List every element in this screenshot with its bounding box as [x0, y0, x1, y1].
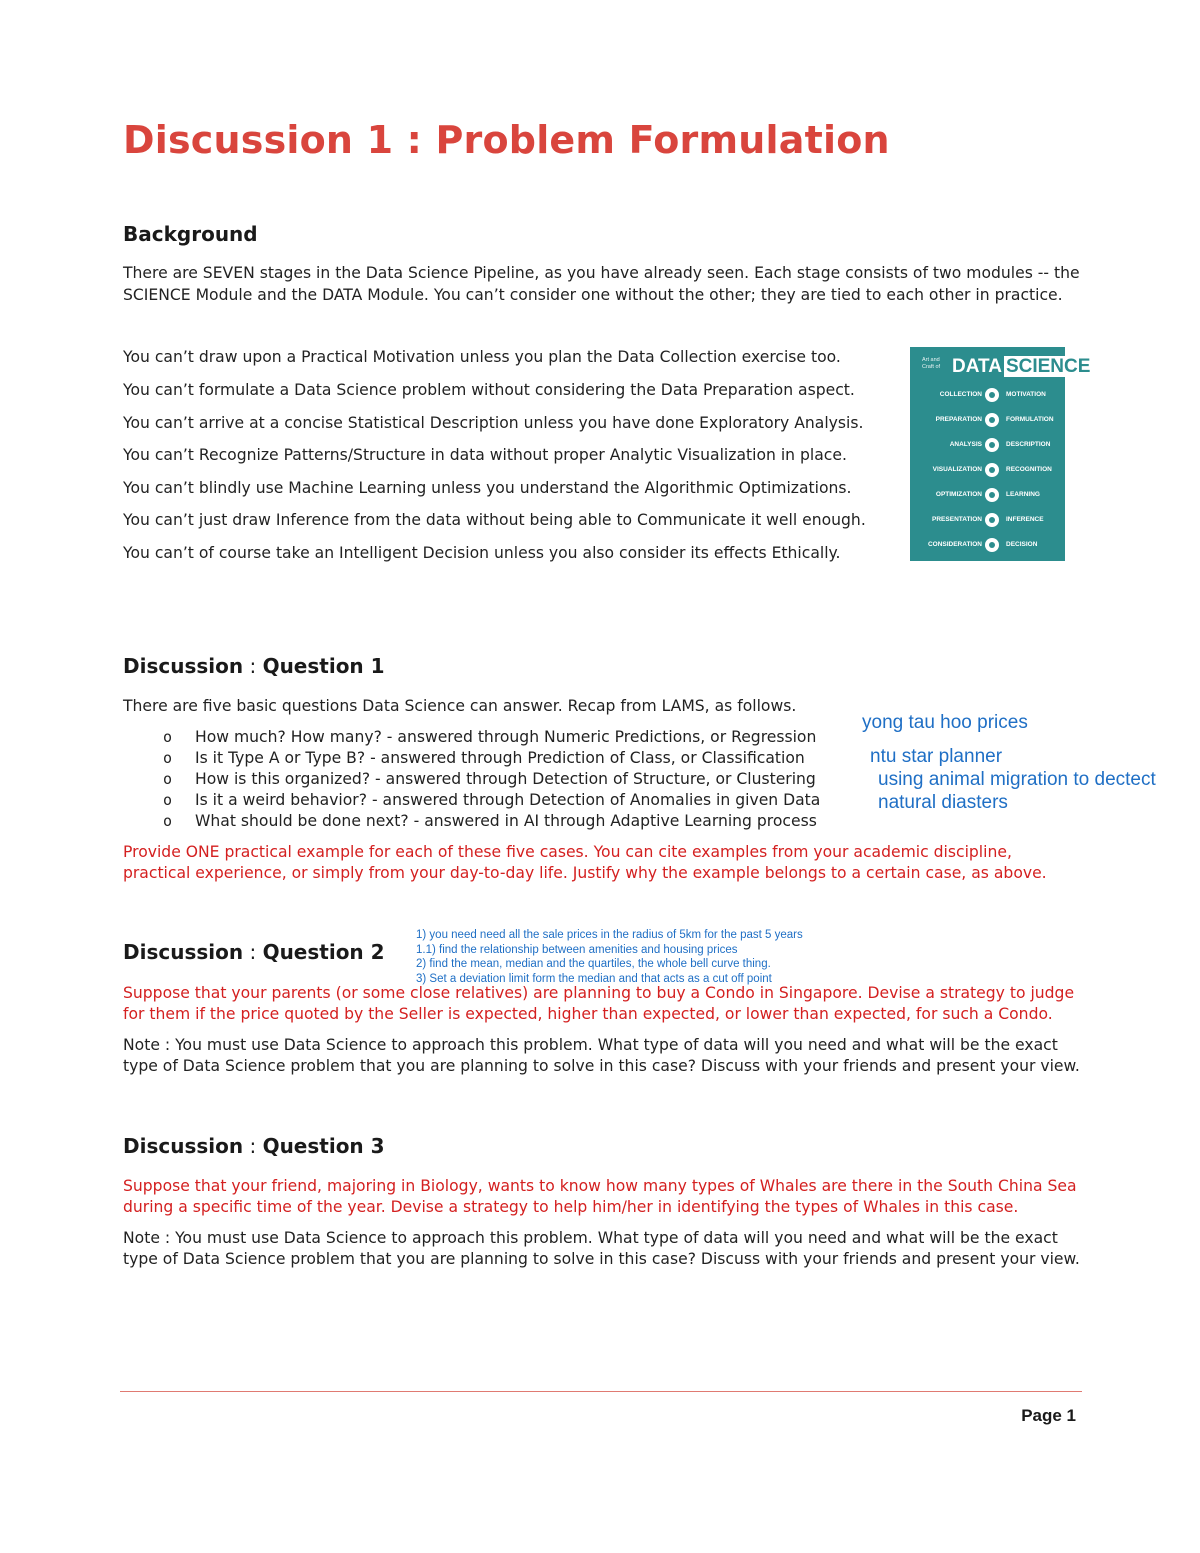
bullet-glyph: o — [163, 770, 173, 788]
infographic-science-word: SCIENCE — [1005, 356, 1091, 377]
decision-icon — [985, 538, 999, 552]
q2-note-line-2: type of Data Science problem that you are planning to solve in this case? Discuss with your friends and present your view. — [123, 1057, 1080, 1075]
infographic-left-label: PRESENTATION — [932, 516, 982, 523]
q2-annotation-line: 1.1) find the relationship between amenities and housing prices — [416, 943, 738, 956]
q2-task-line-1: Suppose that your parents (or some close relatives) are planning to buy a Condo in Singapore. Devise a strategy to judge — [123, 984, 1075, 1002]
list-item — [123, 811, 820, 832]
infographic-row — [910, 410, 1065, 435]
infographic-right-label: DECISION — [1006, 541, 1038, 548]
infographic-left-label: ANALYSIS — [949, 441, 982, 448]
page-number: Page 1 — [1021, 1406, 1076, 1425]
recognition-icon — [985, 463, 999, 477]
infographic-left-label: COLLECTION — [939, 391, 982, 398]
bullet-glyph: o — [163, 812, 173, 830]
list-item — [123, 748, 820, 769]
bullet-glyph: o — [163, 749, 173, 767]
q1-bullet-text: Is it a weird behavior? - answered through Detection of Anomalies in given Data — [195, 791, 821, 809]
infographic-left-label: CONSIDERATION — [927, 541, 982, 548]
q3-heading — [123, 1134, 385, 1158]
q1-bullet-list — [123, 727, 820, 832]
data-science-infographic — [910, 347, 1091, 561]
q1-heading-prefix: Discussion — [123, 654, 244, 678]
infographic-row — [910, 535, 1065, 560]
infographic-right-label: DESCRIPTION — [1006, 441, 1051, 448]
bullet-glyph: o — [163, 728, 173, 746]
infographic-row — [910, 435, 1065, 460]
infographic-left-label: PREPARATION — [935, 416, 982, 423]
q1-annotation-2: ntu star planner — [870, 746, 1003, 767]
infographic-right-label: LEARNING — [1006, 491, 1040, 498]
pipeline-line-7: You can’t of course take an Intelligent Decision unless you also consider its effects Ethically. — [123, 544, 841, 562]
background-para-line-2: SCIENCE Module and the DATA Module. You can’t consider one without the other; they are tied to each other in practice. — [123, 286, 1063, 304]
q2-heading-sep: : — [243, 940, 263, 964]
list-item — [123, 727, 820, 748]
list-item — [123, 769, 820, 790]
q1-annotation-3: using animal migration to dectect — [878, 769, 1156, 790]
infographic-art-craft: Art and Craft of — [922, 357, 941, 370]
q1-task-line-2: practical experience, or simply from your day-to-day life. Justify why the example belongs to a certain case, as above. — [123, 864, 1047, 882]
q3-heading-sep: : — [243, 1134, 263, 1158]
q1-bullet-text: How is this organized? - answered through Detection of Structure, or Clustering — [195, 770, 816, 788]
q1-task-line-1: Provide ONE practical example for each of these five cases. You can cite examples from your academic discipline, — [123, 843, 1012, 861]
infographic-left-label: VISUALIZATION — [932, 466, 982, 473]
q3-task-line-2: during a specific time of the year. Devise a strategy to help him/her in identifying the types of Whales in this case. — [123, 1198, 1019, 1216]
pipeline-line-5: You can’t blindly use Machine Learning unless you understand the Algorithmic Optimizations. — [123, 479, 852, 497]
q1-heading-label: Question 1 — [262, 654, 385, 678]
q2-task-line-2: for them if the price quoted by the Seller is expected, higher than expected, or lower than expected, for such a Condo. — [123, 1005, 1053, 1023]
description-icon — [985, 438, 999, 452]
q1-intro: There are five basic questions Data Science can answer. Recap from LAMS, as follows. — [123, 697, 797, 715]
footer-divider — [120, 1391, 1082, 1392]
q1-bullet-text: What should be done next? - answered in AI through Adaptive Learning process — [195, 812, 817, 830]
q2-annotation-line: 1) you need need all the sale prices in the radius of 5km for the past 5 years — [416, 929, 803, 941]
q1-heading-sep: : — [243, 654, 263, 678]
infographic-row — [910, 485, 1065, 510]
motivation-icon — [985, 388, 999, 402]
pipeline-line-1: You can’t draw upon a Practical Motivation unless you plan the Data Collection exercise too. — [123, 348, 841, 366]
q3-heading-label: Question 3 — [262, 1134, 385, 1158]
pipeline-line-4: You can’t Recognize Patterns/Structure in data without proper Analytic Visualization in place. — [123, 446, 847, 464]
infographic-right-label: MOTIVATION — [1006, 391, 1046, 398]
q3-note-line-1: Note : You must use Data Science to approach this problem. What type of data will you need and what will be the exact — [123, 1229, 1058, 1247]
q1-bullet-text: Is it Type A or Type B? - answered through Prediction of Class, or Classification — [195, 749, 805, 767]
q3-heading-prefix: Discussion — [123, 1134, 244, 1158]
q1-annotation-1: yong tau hoo prices — [862, 712, 1028, 733]
infographic-row — [910, 385, 1065, 410]
infographic-right-label: RECOGNITION — [1006, 466, 1052, 473]
pipeline-line-3: You can’t arrive at a concise Statistical Description unless you have done Exploratory Analysis. — [123, 414, 864, 432]
q2-heading-prefix: Discussion — [123, 940, 244, 964]
q2-annotation-line: 3) Set a deviation limit form the median and that acts as a cut off point — [416, 972, 772, 985]
infographic-brand — [952, 356, 1092, 378]
background-para-line-1: There are SEVEN stages in the Data Science Pipeline, as you have already seen. Each stage consists of two modules -- the — [123, 264, 1080, 282]
q2-annotation-line: 2) find the mean, median and the quartiles, the whole bell curve thing. — [416, 958, 771, 970]
q2-note-line-1: Note : You must use Data Science to approach this problem. What type of data will you need and what will be the exact — [123, 1036, 1058, 1054]
q1-heading — [123, 654, 385, 678]
list-item — [123, 790, 820, 811]
infographic-row — [910, 460, 1065, 485]
inference-icon — [985, 513, 999, 527]
q2-heading — [123, 940, 385, 964]
bullet-glyph: o — [163, 791, 173, 809]
q2-heading-label: Question 2 — [262, 940, 385, 964]
q2-annotation-block — [416, 928, 803, 986]
learning-icon — [985, 488, 999, 502]
page-title: Discussion 1 : Problem Formulation — [123, 118, 890, 162]
infographic-row — [910, 510, 1065, 535]
pipeline-line-6: You can’t just draw Inference from the data without being able to Communicate it well enough. — [123, 511, 866, 529]
q1-annotation-4: natural diasters — [878, 792, 1008, 813]
infographic-right-label: FORMULATION — [1006, 416, 1054, 423]
q3-task-line-1: Suppose that your friend, majoring in Biology, wants to know how many types of Whales are there in the South China Sea — [123, 1177, 1077, 1195]
formulation-icon — [985, 413, 999, 427]
infographic-data-word: DATA — [952, 356, 1002, 377]
infographic-left-label: OPTIMIZATION — [935, 491, 982, 498]
q3-note-line-2: type of Data Science problem that you are planning to solve in this case? Discuss with your friends and present your view. — [123, 1250, 1080, 1268]
infographic-right-label: INFERENCE — [1006, 516, 1044, 523]
background-heading: Background — [123, 222, 258, 246]
q1-bullet-text: How much? How many? - answered through Numeric Predictions, or Regression — [195, 728, 817, 746]
pipeline-line-2: You can’t formulate a Data Science problem without considering the Data Preparation aspect. — [123, 381, 855, 399]
